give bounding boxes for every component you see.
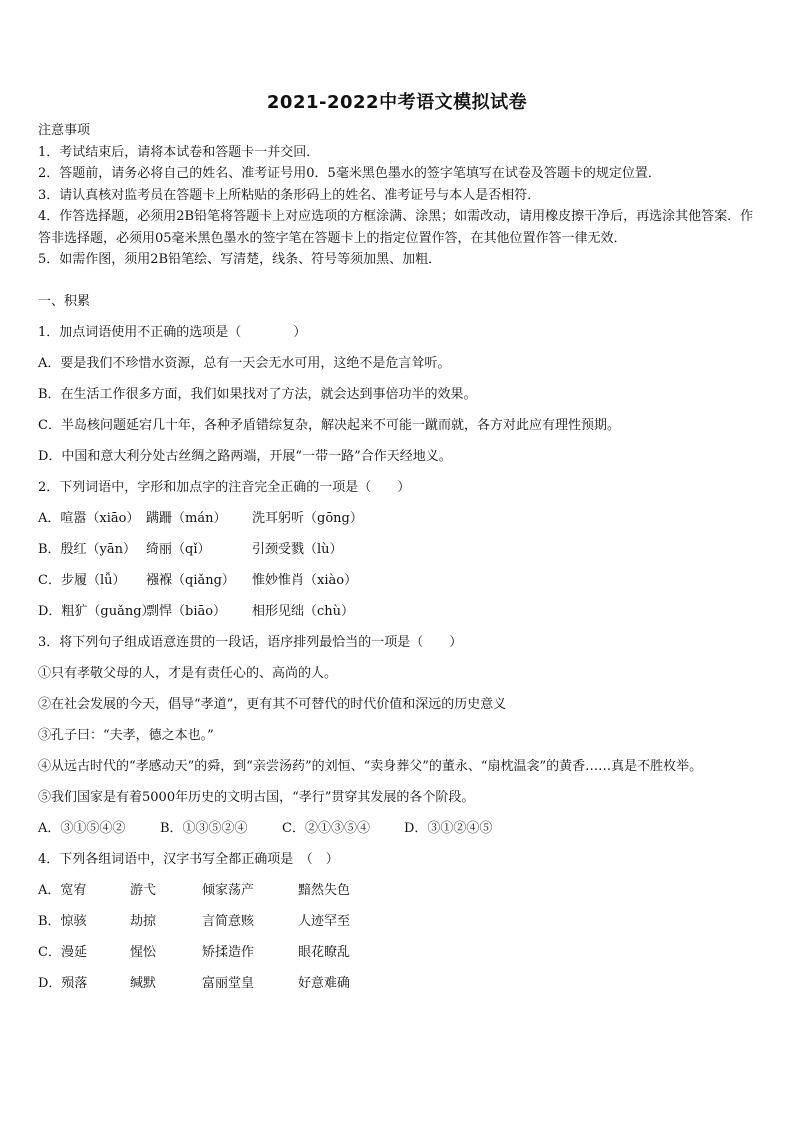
q1-option: D．中国和意大利分处古丝绸之路两端，开展“一带一路”合作天经地义。 [38, 449, 452, 464]
notice-block [38, 120, 758, 271]
q2-option: D．粗犷（guǎng） [38, 604, 155, 619]
q4-option: 缄默 [130, 976, 157, 991]
section-heading: 一、积累 [38, 294, 91, 309]
q4-option: 惺忪 [130, 945, 157, 960]
q3-option-row [38, 813, 758, 844]
q1-stem: 1．加点词语使用不正确的选项是（ ） [38, 325, 307, 340]
q2-option: 洗耳躬听（gōng） [252, 511, 363, 526]
q4-option: 游弋 [130, 883, 157, 898]
q3-sentence: ③孔子曰：“夫孝，德之本也。” [38, 728, 214, 743]
q4-option: 黯然失色 [298, 883, 351, 898]
q4-option: 劫掠 [130, 914, 157, 929]
q4-option: B．惊骇 [38, 914, 87, 929]
q3-sentence: ⑤我们国家是有着5000年历史的文明古国，“孝行”贯穿其发展的各个阶段。 [38, 790, 475, 805]
q4-option: C．漫延 [38, 945, 87, 960]
q2-option: 蹒跚（mán） [146, 511, 227, 526]
q1-option: C．半岛核问题延宕几十年，各种矛盾错综复杂，解决起来不可能一蹴而就，各方对此应有理性预期。 [38, 418, 620, 433]
q2-option: B．殷红（yān） [38, 542, 137, 557]
q2-option-row [38, 534, 758, 565]
q4-option: 人迹罕至 [298, 914, 351, 929]
q3-sentence: ②在社会发展的今天，倡导“孝道”，更有其不可替代的时代价值和深远的历史意义 [38, 697, 507, 712]
q2-option: 引颈受戮（lù） [252, 542, 343, 557]
q4-stem: 4．下列各组词语中，汉字书写全都正确项是 （ ） [38, 852, 339, 867]
q4-option: 富丽堂皇 [202, 976, 255, 991]
q3-sentence: ①只有孝敬父母的人，才是有责任心的、高尚的人。 [38, 666, 338, 681]
q4-option-row [38, 968, 758, 999]
q4-option: 言简意赅 [202, 914, 255, 929]
q2-option: A．喧嚣（xiāo） [38, 511, 140, 526]
q3-option: D．③①②④⑤ [404, 821, 493, 836]
q4-option: A．宽宥 [38, 883, 87, 898]
q2-option: 相形见绌（chù） [252, 604, 355, 619]
q1-option: B．在生活工作很多方面，我们如果找对了方法，就会达到事倍功半的效果。 [38, 387, 477, 402]
q4-option: 眼花瞭乱 [298, 945, 351, 960]
q2-option: 绮丽（qǐ） [146, 542, 211, 557]
q3-option: B．①③⑤②④ [160, 821, 248, 836]
q2-option-row [38, 503, 758, 534]
q4-option-row [38, 875, 758, 906]
notice-heading: 注意事项 [38, 123, 91, 138]
q4-option-row [38, 937, 758, 968]
notice-item: 5．如需作图，须用2B铅笔绘、写清楚，线条、符号等须加黑、加粗． [38, 252, 442, 267]
notice-item: 2．答题前，请务必将自己的姓名、准考证号用0．5毫米黑色墨水的签字笔填写在试卷及答题卡的规定位置． [38, 166, 661, 181]
q4-option: 倾家荡产 [202, 883, 255, 898]
q3-sentence: ④从远古时代的“孝感动天”的舜，到“亲尝汤药”的刘恒、“卖身葬父”的董永、“扇枕温衾”的黄香……真是不胜枚举。 [38, 759, 703, 774]
q3-option: C．②①③⑤④ [282, 821, 370, 836]
q2-option: 襁褓（qiǎng） [146, 573, 235, 588]
notice-item: 3．请认真核对监考员在答题卡上所粘贴的条形码上的姓名、准考证号与本人是否相符． [38, 187, 541, 203]
q2-option-row [38, 596, 758, 627]
q2-option: C．步履（lǚ） [38, 573, 126, 588]
notice-item: 4．作答选择题，必须用2B铅笔将答题卡上对应选项的方框涂满、涂黑；如需改动，请用橡皮擦干净后，再选涂其他答案．作答非选择题，必须用05毫米黑色墨水的签字笔在答题卡上的指定位置作答，在其他位置作答一律无效． [38, 209, 754, 246]
q1-option: A．要是我们不珍惜水资源，总有一天会无水可用，这绝不是危言耸听。 [38, 356, 451, 371]
q3-option: A．③①⑤④② [38, 821, 126, 836]
q3-stem: 3．将下列句子组成语意连贯的一段话，语序排列最恰当的一项是（ ） [38, 635, 463, 650]
q2-option-row [38, 565, 758, 596]
q2-option: 惟妙惟肖（xiào） [252, 573, 358, 588]
page-title: 2021-2022中考语文模拟试卷 [266, 92, 528, 113]
q4-option: 好意难确 [298, 976, 351, 991]
q4-option-row [38, 906, 758, 937]
q4-option: D．殒落 [38, 976, 88, 991]
q2-option: 剽悍（biāo） [146, 604, 227, 619]
q4-option: 矫揉造作 [202, 945, 255, 960]
questions-body [38, 286, 758, 999]
q2-stem: 2．下列词语中，字形和加点字的注音完全正确的一项是（ ） [38, 480, 411, 495]
notice-item: 1．考试结束后，请将本试卷和答题卡一并交回． [38, 144, 320, 160]
